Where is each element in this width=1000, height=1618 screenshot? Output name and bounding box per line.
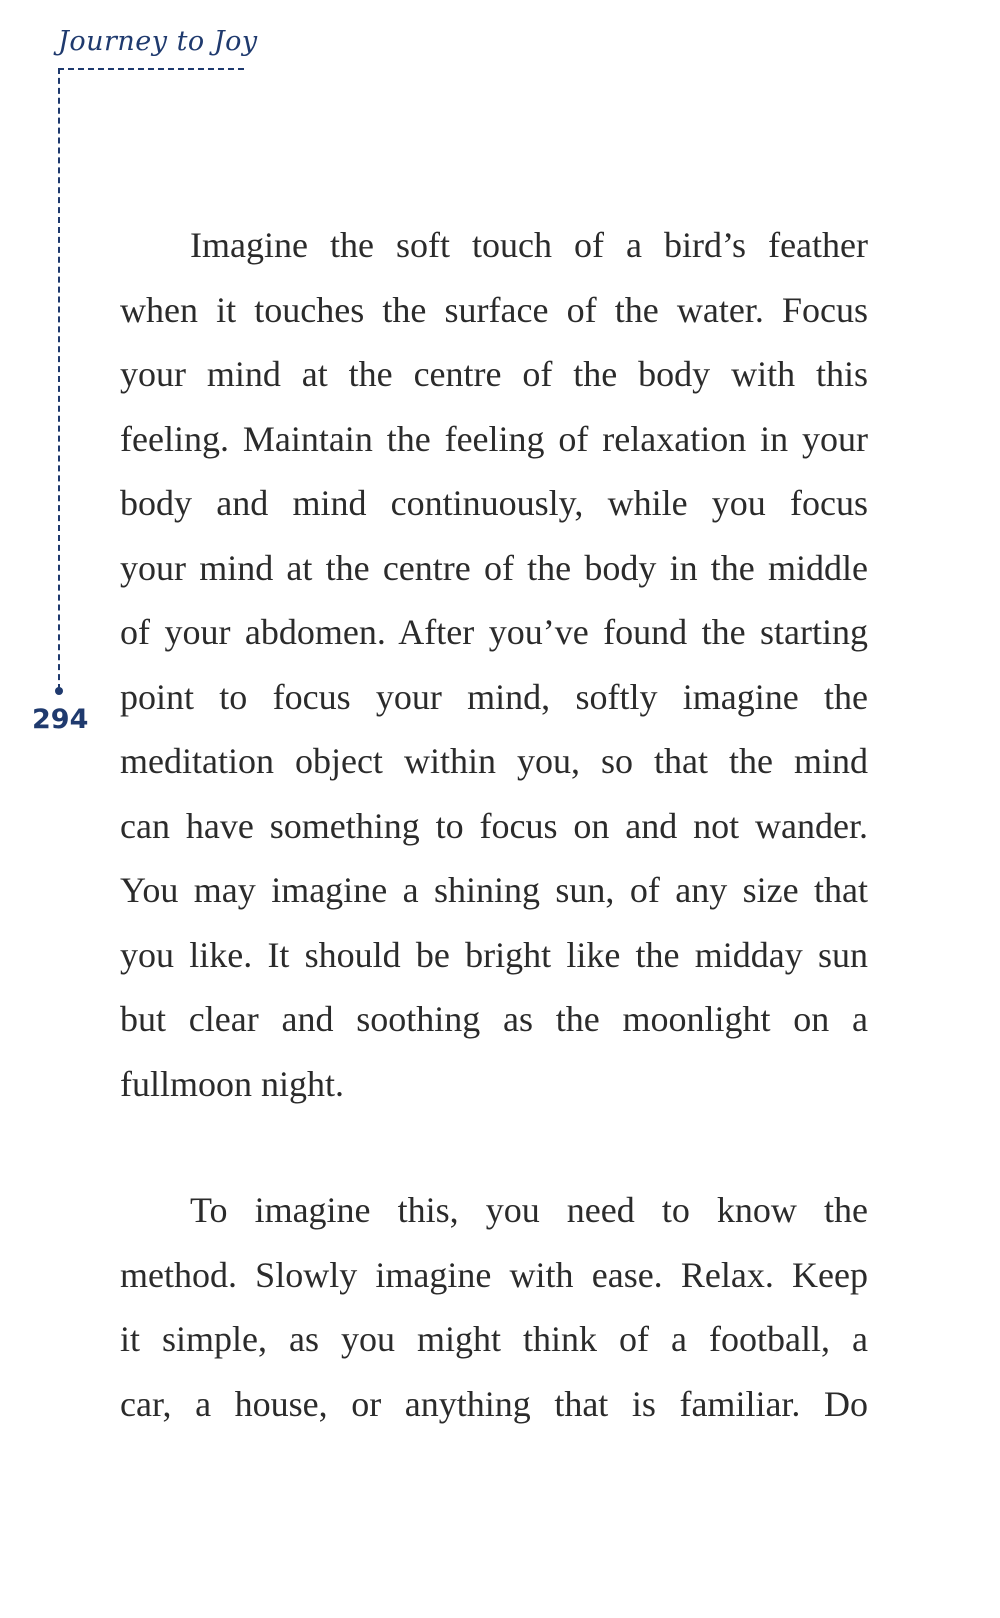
text-line: You may imagine a shining sun, of any size that [120,870,868,910]
margin-rule-vertical [58,68,60,690]
text-line: body and mind continuously, while you focus [120,483,868,523]
text-line: can have something to focus on and not wander. [120,805,868,846]
paragraph-1 [120,213,868,1116]
page-number: 294 [32,704,89,735]
text-line: your mind at the centre of the body in the middle [120,547,868,588]
paragraph-2 [120,1178,868,1436]
text-line: but clear and soothing as the moonlight on a [120,999,868,1039]
text-line: you like. It should be bright like the midday sun [120,934,868,975]
text-line: To imagine this, you need to know the [190,1190,868,1230]
text-line: meditation object within you, so that the mind [120,741,868,781]
text-line: fullmoon night. [120,1063,344,1104]
running-head: Journey to Joy [58,26,258,57]
text-line: car, a house, or anything that is familiar. Do [120,1383,868,1424]
margin-rule-dot [55,687,63,695]
text-line: when it touches the surface of the water. Focus [120,289,868,330]
text-line: your mind at the centre of the body with this [120,354,868,394]
text-line: it simple, as you might think of a football, a [120,1319,868,1359]
text-line: method. Slowly imagine with ease. Relax. Keep [120,1254,868,1295]
margin-rule-horizontal [58,68,244,70]
text-line: Imagine the soft touch of a bird’s feather [190,225,868,265]
text-line: feeling. Maintain the feeling of relaxation in your [120,418,868,459]
text-line: of your abdomen. After you’ve found the starting [120,612,868,652]
text-line: point to focus your mind, softly imagine the [120,676,868,717]
